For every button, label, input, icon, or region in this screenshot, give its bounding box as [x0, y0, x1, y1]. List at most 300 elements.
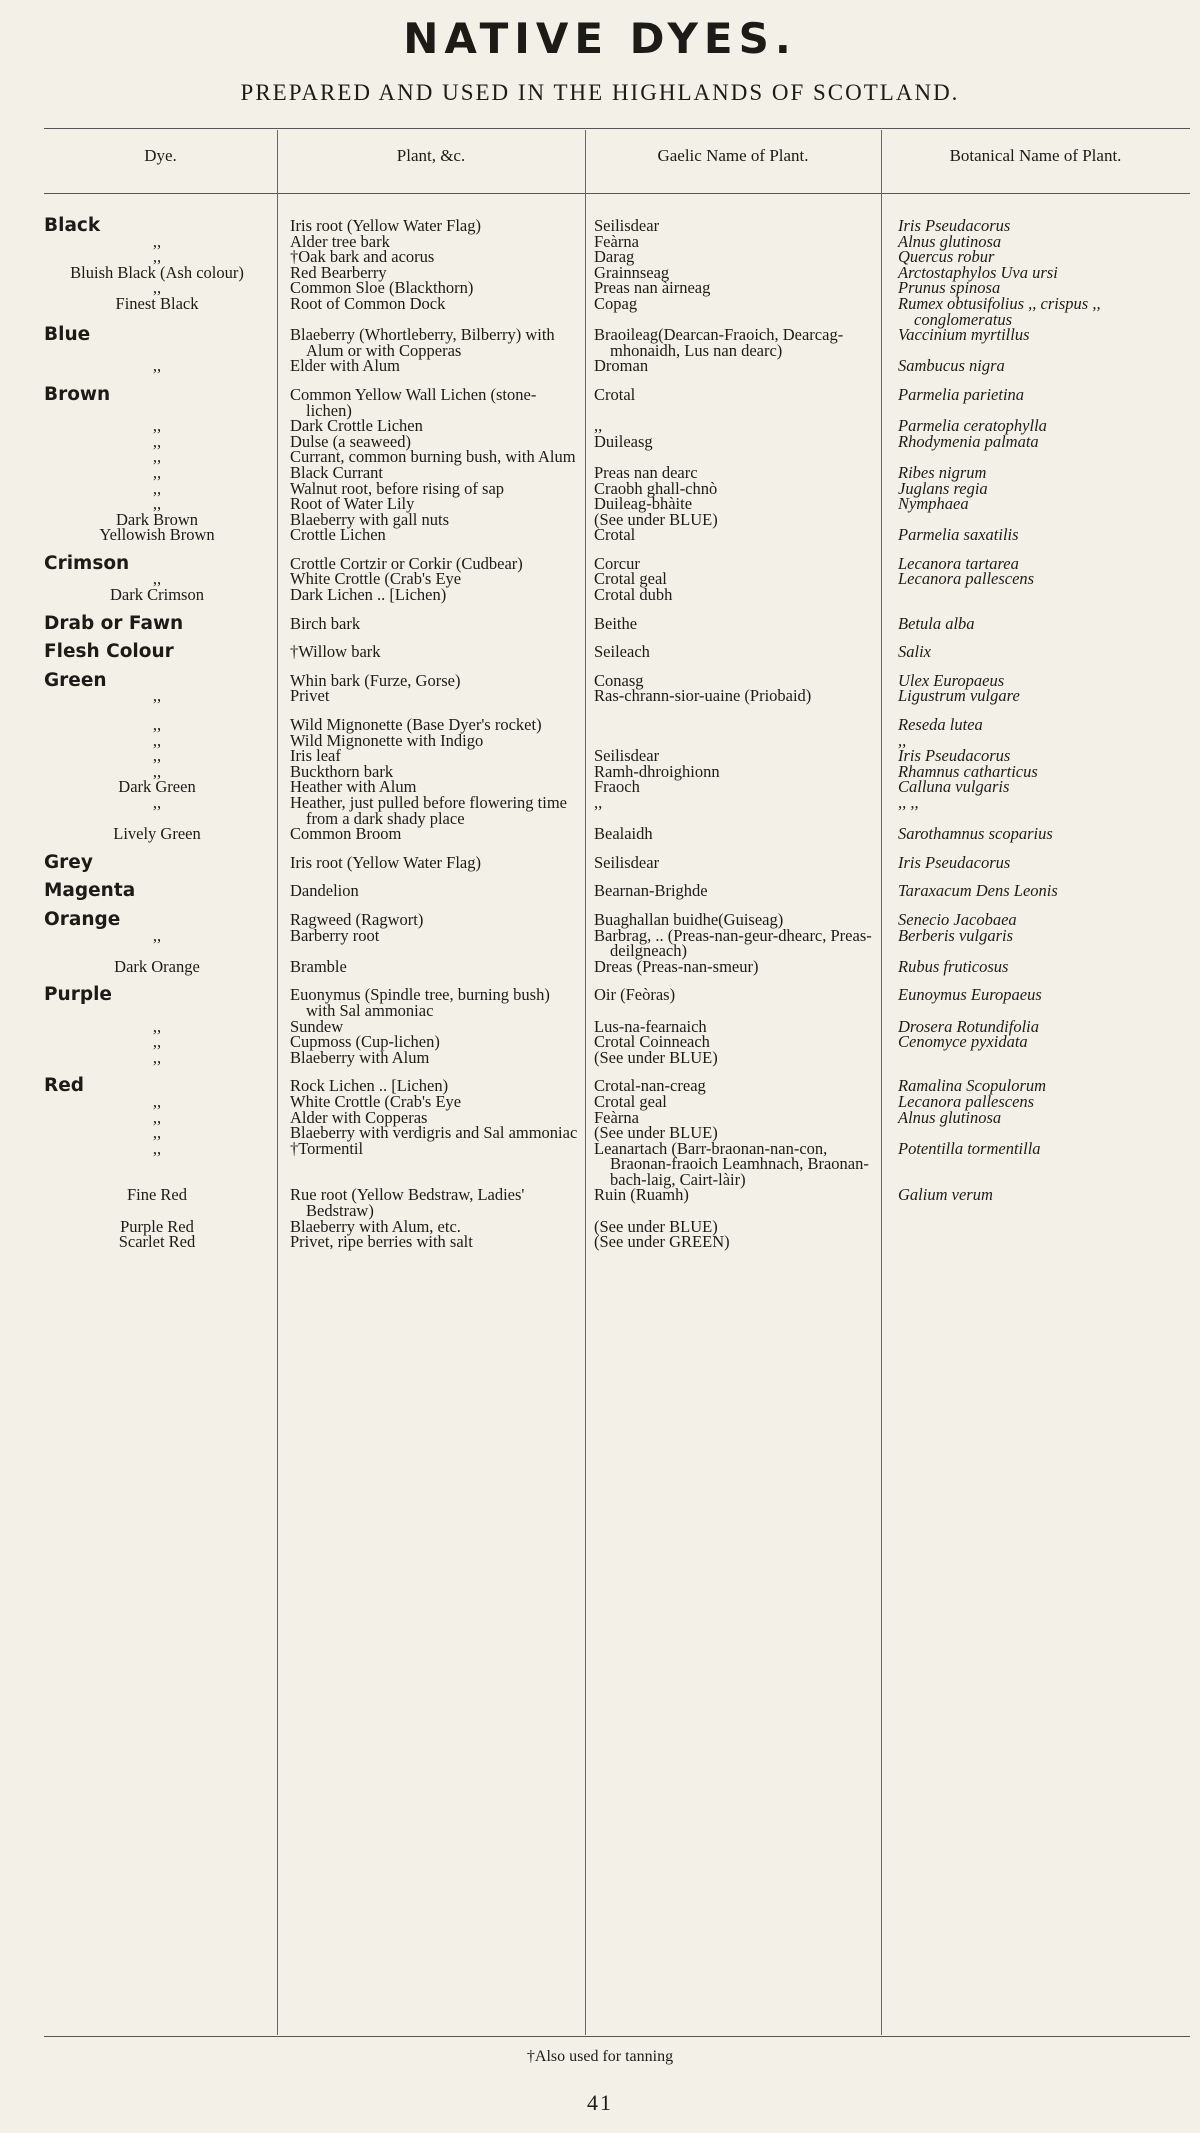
dye-cell-text: ,,: [152, 1016, 162, 1036]
table-row: [44, 205, 1190, 234]
dye-table: [44, 205, 1190, 1250]
table-row: [44, 795, 1190, 826]
botanical-name-cell-text: Iris Pseudacorus: [898, 216, 1011, 235]
dye-cell: [44, 603, 276, 632]
table-row: [44, 374, 1190, 418]
dye-cell-text: ,,: [152, 730, 162, 750]
botanical-name-cell: [880, 631, 1190, 660]
botanical-name-cell-text: Rumex obtusifolius ,, crispus ,, conglomeratus: [898, 293, 1101, 329]
gaelic-name-cell: [584, 587, 880, 603]
dye-cell-text: ,,: [152, 447, 162, 467]
gaelic-name-cell: [584, 974, 880, 1018]
plant-cell: [276, 205, 584, 234]
botanical-name-cell: [880, 842, 1190, 871]
gaelic-name-cell-text: Ras-chrann-sior-uaine (Priobaid): [594, 686, 812, 706]
plant-cell-text: Currant, common burning bush, with Alum: [290, 447, 576, 467]
table-row: [44, 587, 1190, 603]
gaelic-name-cell-text: Grainnseag: [594, 262, 670, 282]
plant-cell-text: Walnut root, before rising of sap: [290, 478, 505, 498]
rule-top: [44, 128, 1190, 129]
botanical-name-cell: [880, 1187, 1190, 1218]
botanical-name-cell: [880, 660, 1190, 689]
botanical-name-cell-text: Betula alba: [898, 613, 975, 633]
dye-cell-text: ,,: [152, 231, 162, 251]
botanical-name-cell-text: Reseda lutea: [898, 715, 983, 735]
dye-cell: [44, 1138, 276, 1188]
plant-cell-text: Iris root (Yellow Water Flag): [290, 216, 481, 235]
botanical-name-cell: [880, 1065, 1190, 1094]
plant-cell-text: Root of Common Dock: [290, 293, 446, 313]
table-row: [44, 1065, 1190, 1094]
table-row: [44, 358, 1190, 374]
gaelic-name-cell: [584, 631, 880, 660]
dye-cell: [44, 587, 276, 603]
dye-cell-text: ,,: [152, 462, 162, 482]
gaelic-name-cell: [584, 826, 880, 842]
plant-cell-text: Rue root (Yellow Bedstraw, Ladies' Bedstraw): [290, 1185, 525, 1221]
dye-cell-text: Dark Brown: [115, 509, 199, 529]
gaelic-name-cell-text: Seilisdear: [594, 216, 660, 235]
page-number: 41: [587, 2090, 613, 2115]
gaelic-name-cell: [584, 1187, 880, 1218]
gaelic-name-cell-text: (See under BLUE): [594, 509, 718, 529]
dye-cell-text: ,,: [152, 1047, 162, 1067]
plant-cell: [276, 527, 584, 543]
plant-cell-text: Alder with Copperas: [290, 1107, 428, 1127]
gaelic-name-cell: [584, 660, 880, 689]
dye-cell-text: ,,: [152, 278, 162, 298]
plant-cell: [276, 870, 584, 899]
dye-cell-text: ,,: [152, 1107, 162, 1127]
plant-cell: [276, 1065, 584, 1094]
dye-cell: [44, 293, 276, 327]
botanical-name-cell: [880, 956, 1190, 976]
table-row: [44, 631, 1190, 660]
botanical-name-cell-text: Vaccinium myrtillus: [898, 325, 1030, 345]
botanical-name-cell-text: ,, ,,: [898, 793, 919, 812]
botanical-name-cell: [880, 1138, 1190, 1188]
gaelic-name-cell-text: Duileag-bhàite: [594, 494, 693, 514]
botanical-name-cell: [880, 704, 1190, 733]
dye-cell-text: ,,: [152, 793, 162, 812]
dye-cell-text: Grey: [44, 851, 93, 873]
botanical-name-cell: [880, 327, 1190, 358]
dye-cell-text: Crimson: [44, 552, 130, 574]
botanical-name-cell-text: Arctostaphylos Uva ursi: [898, 262, 1058, 282]
plant-cell-text: Blaeberry with verdigris and Sal ammoniac: [290, 1123, 578, 1143]
dye-cell-text: ,,: [152, 569, 162, 589]
botanical-name-cell-text: Ligustrum vulgare: [898, 686, 1020, 706]
plant-cell: [276, 358, 584, 374]
table-row: [44, 1234, 1190, 1250]
dye-cell-text: Purple: [44, 984, 112, 1006]
botanical-name-cell-text: Lecanora tartarea: [898, 553, 1019, 573]
plant-cell: [276, 795, 584, 826]
dye-cell-text: ,,: [152, 1091, 162, 1111]
dye-cell: [44, 631, 276, 663]
plant-cell-text: Cupmoss (Cup-lichen): [290, 1032, 440, 1052]
plant-cell: [276, 899, 584, 928]
dye-cell: [44, 527, 276, 543]
plant-cell-text: Whin bark (Furze, Gorse): [290, 670, 461, 690]
dye-cell-text: Black: [44, 215, 101, 236]
botanical-name-cell-text: Sarothamnus scoparius: [898, 824, 1053, 844]
gaelic-name-cell: [584, 899, 880, 928]
gaelic-name-cell: [584, 527, 880, 543]
gaelic-name-cell-text: Feàrna: [594, 1107, 639, 1127]
gaelic-name-cell-text: Crotal: [594, 384, 636, 404]
plant-cell: [276, 1185, 584, 1221]
plant-cell-text: Blaeberry with gall nuts: [290, 509, 450, 529]
botanical-name-cell-text: Rhodymenia palmata: [898, 431, 1039, 451]
botanical-name-cell-text: Sambucus nigra: [898, 356, 1005, 376]
table-row: [44, 434, 1190, 450]
plant-cell-text: Iris root (Yellow Water Flag): [290, 852, 481, 872]
dye-cell-text: Finest Black: [115, 293, 199, 313]
dye-cell: [44, 795, 276, 826]
plant-cell: [276, 956, 584, 976]
dye-cell-text: Dark Crimson: [110, 585, 204, 605]
page-title: NATIVE DYES.: [403, 14, 797, 63]
botanical-name-cell-text: Alnus glutinosa: [898, 1107, 1002, 1127]
plant-cell-text: Red Bearberry: [290, 262, 387, 282]
plant-cell-text: Iris leaf: [290, 746, 341, 766]
plant-cell: [276, 842, 584, 871]
botanical-name-cell: [880, 205, 1190, 234]
botanical-name-cell: [880, 925, 1190, 959]
dye-cell-text: Green: [44, 669, 107, 691]
table-row: [44, 870, 1190, 899]
dye-cell: [44, 660, 276, 689]
plant-cell-text: †Willow bark: [290, 642, 381, 662]
gaelic-name-cell-text: Ramh-dhroighionn: [594, 761, 720, 781]
plant-cell: [276, 688, 584, 704]
plant-cell-text: Ragweed (Ragwort): [290, 909, 424, 929]
dye-cell-text: ,,: [152, 478, 162, 498]
plant-cell-text: Crottle Cortzir or Corkir (Cudbear): [290, 553, 523, 573]
gaelic-name-cell: [584, 1047, 880, 1067]
dye-cell-text: Red: [44, 1075, 85, 1097]
table-row: [44, 543, 1190, 572]
botanical-name-cell: [880, 431, 1190, 451]
dye-cell-text: ,,: [152, 1123, 162, 1143]
botanical-name-cell: [880, 1107, 1190, 1127]
dye-cell: [44, 870, 276, 902]
gaelic-name-cell: [584, 327, 880, 358]
gaelic-name-cell-text: Ruin (Ruamh): [594, 1185, 689, 1205]
plant-cell: [276, 603, 584, 632]
botanical-name-cell: [880, 826, 1190, 842]
table-row: [44, 974, 1190, 1018]
plant-cell-text: Crottle Lichen: [290, 525, 386, 545]
dye-cell: [44, 374, 276, 418]
dye-cell: [44, 543, 276, 572]
gaelic-name-cell-text: Barbrag, .. (Preas-nan-geur-dhearc, Preas-deilgneach): [594, 925, 872, 961]
gaelic-name-cell-text: Preas nan dearc: [594, 462, 698, 482]
gaelic-name-cell: [584, 795, 880, 826]
plant-cell: [276, 974, 584, 1018]
botanical-name-cell: [880, 603, 1190, 632]
dye-cell: [44, 956, 276, 976]
plant-cell: [276, 704, 584, 733]
dye-cell: [44, 1065, 276, 1097]
dye-cell-text: ,,: [152, 746, 162, 766]
gaelic-name-cell: [584, 431, 880, 451]
botanical-name-cell-text: Parmelia parietina: [898, 384, 1025, 404]
dye-cell-text: Flesh Colour: [44, 641, 174, 663]
plant-cell-text: Dandelion: [290, 881, 359, 901]
plant-cell-text: Barberry root: [290, 925, 380, 945]
page-subtitle: PREPARED AND USED IN THE HIGHLANDS OF SCOTLAND.: [240, 80, 960, 105]
dye-cell-text: Purple Red: [120, 1216, 194, 1236]
gaelic-name-cell-text: Crotal dubh: [594, 585, 673, 605]
table-row: [44, 327, 1190, 358]
gaelic-name-cell-text: Crotal geal: [594, 569, 667, 589]
gaelic-name-cell: [584, 603, 880, 632]
table-row: [44, 826, 1190, 842]
botanical-name-cell: [880, 358, 1190, 374]
table-row: [44, 959, 1190, 975]
botanical-name-cell: [880, 1234, 1190, 1250]
gaelic-name-cell-text: (See under BLUE): [594, 1216, 718, 1236]
gaelic-name-cell: [584, 870, 880, 899]
dye-cell: [44, 324, 276, 358]
gaelic-name-cell: [584, 688, 880, 704]
dye-cell-text: ,,: [152, 247, 162, 267]
dye-cell-text: ,,: [152, 715, 162, 735]
gaelic-name-cell: [584, 842, 880, 871]
botanical-name-cell-text: Iris Pseudacorus: [898, 746, 1011, 766]
table-row: [44, 603, 1190, 632]
gaelic-name-cell-text: (See under GREEN): [594, 1232, 730, 1252]
gaelic-name-cell-text: (See under BLUE): [594, 1123, 718, 1143]
gaelic-name-cell-text: Corcur: [594, 553, 640, 573]
plant-cell: [276, 631, 584, 660]
botanical-name-cell-text: Nymphaea: [898, 494, 969, 514]
gaelic-name-cell-text: Copag: [594, 293, 638, 313]
plant-cell-text: Blaeberry with Alum, etc.: [290, 1216, 461, 1236]
botanical-name-cell-text: Ribes nigrum: [898, 462, 987, 482]
dye-cell-text: Dark Orange: [114, 956, 200, 976]
plant-cell: [276, 543, 584, 572]
botanical-name-cell-text: Parmelia ceratophylla: [898, 416, 1047, 436]
gaelic-name-cell-text: Seilisdear: [594, 852, 660, 872]
botanical-name-cell: [880, 1219, 1190, 1235]
gaelic-name-cell: [584, 358, 880, 374]
table-row: [44, 842, 1190, 871]
gaelic-name-cell: [584, 925, 880, 961]
dye-cell: [44, 974, 276, 1018]
dye-cell: [44, 1234, 276, 1250]
plant-cell-text: Heather with Alum: [290, 777, 417, 797]
botanical-name-cell: [880, 496, 1190, 512]
botanical-name-cell-text: Galium verum: [898, 1185, 993, 1205]
dye-cell-text: Magenta: [44, 880, 136, 902]
gaelic-name-cell-text: Duileasg: [594, 431, 653, 451]
botanical-name-cell-text: Alnus glutinosa: [898, 231, 1002, 251]
plant-cell: [276, 1234, 584, 1250]
plant-cell-text: Dark Crottle Lichen: [290, 416, 423, 436]
botanical-name-cell-text: Juglans regia: [898, 478, 988, 498]
botanical-name-cell-text: Iris Pseudacorus: [898, 852, 1011, 872]
table-row: [44, 928, 1190, 959]
gaelic-name-cell-text: Fraoch: [594, 777, 640, 797]
botanical-name-cell: [880, 974, 1190, 1018]
gaelic-name-cell-text: ,,: [594, 793, 603, 812]
gaelic-name-cell-text: Craobh ghall-chnò: [594, 478, 718, 498]
dye-cell-text: Drab or Fawn: [44, 612, 184, 634]
plant-cell: [276, 660, 584, 689]
gaelic-name-cell-text: Dreas (Preas-nan-smeur): [594, 956, 759, 976]
botanical-name-cell-text: Prunus spinosa: [898, 278, 1001, 298]
gaelic-name-cell-text: Crotal: [594, 525, 636, 545]
dye-cell-text: Blue: [44, 324, 91, 346]
table-row: [44, 688, 1190, 704]
gaelic-name-cell: [584, 779, 880, 795]
botanical-name-cell-text: Berberis vulgaris: [898, 925, 1014, 945]
gaelic-name-cell: [584, 704, 880, 733]
dye-table-body: [44, 205, 1190, 1250]
table-row: [44, 660, 1190, 689]
botanical-name-cell: [880, 587, 1190, 603]
dye-cell-text: Orange: [44, 908, 121, 930]
dye-cell: [44, 704, 276, 733]
dye-cell-text: ,,: [152, 686, 162, 706]
gaelic-name-cell: [584, 956, 880, 976]
plant-cell-text: Buckthorn bark: [290, 761, 394, 781]
header-plant: Plant, &c.: [396, 146, 466, 165]
table-row: [44, 704, 1190, 733]
gaelic-name-cell: [584, 293, 880, 327]
gaelic-name-cell-text: Crotal Coinneach: [594, 1032, 710, 1052]
dye-cell: [44, 925, 276, 959]
plant-cell-text: Rock Lichen .. [Lichen): [290, 1076, 449, 1096]
dye-cell: [44, 1047, 276, 1067]
botanical-name-cell: [880, 1050, 1190, 1066]
botanical-name-cell-text: Lecanora pallescens: [898, 1091, 1035, 1111]
gaelic-name-cell: [584, 1138, 880, 1189]
plant-cell-text: †Tormentil: [290, 1138, 364, 1158]
plant-cell-text: Birch bark: [290, 613, 361, 633]
botanical-name-cell-text: Quercus robur: [898, 247, 995, 267]
botanical-name-cell-text: Rubus fruticosus: [898, 956, 1009, 976]
botanical-name-cell: [880, 527, 1190, 543]
plant-cell-text: Wild Mignonette (Base Dyer's rocket): [290, 715, 542, 735]
header-gaelic: Gaelic Name of Plant.: [657, 146, 809, 165]
botanical-name-cell: [880, 571, 1190, 587]
table-row: [44, 527, 1190, 543]
dye-cell-text: ,,: [152, 1138, 162, 1158]
botanical-name-cell: [880, 899, 1190, 928]
botanical-name-cell-text: Cenomyce pyxidata: [898, 1032, 1028, 1052]
dye-cell: [44, 842, 276, 871]
dye-cell: [44, 205, 276, 234]
gaelic-name-cell-text: (See under BLUE): [594, 1047, 718, 1067]
table-row: [44, 1187, 1190, 1218]
botanical-name-cell-text: Drosera Rotundifolia: [898, 1016, 1040, 1036]
botanical-name-cell: [880, 374, 1190, 418]
plant-cell-text: Common Sloe (Blackthorn): [290, 278, 474, 298]
gaelic-name-cell-text: Seilisdear: [594, 746, 660, 766]
table-row: [44, 779, 1190, 795]
table-row: [44, 1050, 1190, 1066]
gaelic-name-cell-text: Leanartach (Barr-braonan-nan-con, Braonan-fraoich Leamhnach, Braonan-bach-laig, Cairt-làir): [594, 1138, 869, 1189]
gaelic-name-cell-text: Bearnan-Brighde: [594, 881, 708, 901]
dye-cell: [44, 826, 276, 842]
plant-cell: [276, 1047, 584, 1067]
plant-cell: [276, 925, 584, 959]
gaelic-name-cell-text: Beithe: [594, 613, 638, 633]
botanical-name-cell: [880, 293, 1190, 329]
dye-cell-text: Fine Red: [126, 1185, 188, 1205]
gaelic-name-cell: [584, 1234, 880, 1250]
plant-cell-text: †Oak bark and acorus: [290, 247, 435, 267]
dye-cell-text: Bluish Black (Ash colour): [70, 262, 244, 282]
plant-cell: [276, 293, 584, 327]
plant-cell-text: Root of Water Lily: [290, 494, 415, 514]
gaelic-name-cell: [584, 1065, 880, 1094]
plant-cell-text: Common Yellow Wall Lichen (stone-lichen): [290, 384, 537, 420]
botanical-name-cell-text: Eunoymus Europaeus: [898, 985, 1042, 1005]
botanical-name-cell: [880, 779, 1190, 795]
dye-cell-text: ,,: [152, 925, 162, 945]
botanical-name-cell-text: Ulex Europaeus: [898, 670, 1005, 690]
gaelic-name-cell-text: Lus-na-fearnaich: [594, 1016, 707, 1036]
rule-bottom: [44, 2036, 1190, 2037]
plant-cell-text: Euonymus (Spindle tree, burning bush) with Sal ammoniac: [290, 985, 550, 1020]
botanical-name-cell-text: Rhamnus catharticus: [898, 761, 1038, 781]
dye-cell-text: ,,: [152, 431, 162, 451]
botanical-name-cell-text: Salix: [898, 642, 931, 662]
dye-cell-text: ,,: [152, 416, 162, 436]
gaelic-name-cell-text: Preas nan àirneag: [594, 278, 711, 298]
gaelic-name-cell: [584, 374, 880, 418]
botanical-name-cell-text: Lecanora pallescens: [898, 569, 1035, 589]
plant-cell-text: Common Broom: [290, 824, 402, 844]
rule-header: [44, 193, 1190, 194]
plant-cell-text: Blaeberry (Whortleberry, Bilberry) with Alum or with Copperas: [290, 325, 555, 360]
botanical-name-cell-text: Parmelia saxatilis: [898, 525, 1019, 545]
botanical-name-cell: [880, 870, 1190, 899]
dye-cell-text: Dark Green: [118, 777, 196, 797]
gaelic-name-cell-text: Crotal-nan-creag: [594, 1076, 706, 1096]
header-dye: Dye.: [144, 146, 177, 165]
botanical-name-cell-text: Calluna vulgaris: [898, 777, 1010, 797]
gaelic-name-cell-text: Seileach: [594, 642, 650, 662]
plant-cell: [276, 587, 584, 603]
dye-cell-text: ,,: [152, 761, 162, 781]
dye-cell-text: Brown: [44, 383, 111, 405]
plant-cell: [276, 327, 584, 358]
plant-cell-text: Dulse (a seaweed): [290, 431, 411, 451]
gaelic-name-cell-text: Crotal geal: [594, 1091, 667, 1111]
dye-cell-text: Lively Green: [113, 824, 201, 844]
gaelic-name-cell-text: Braoileag(Dearcan-Fraoich, Dearcag-mhonaidh, Lus nan dearc): [594, 325, 844, 360]
botanical-name-cell-text: Potentilla tormentilla: [898, 1138, 1041, 1158]
gaelic-name-cell: [584, 543, 880, 572]
plant-cell-text: White Crottle (Crab's Eye: [290, 569, 462, 589]
botanical-name-cell: [880, 1034, 1190, 1050]
dye-cell-text: ,,: [152, 356, 162, 376]
dye-cell-text: Scarlet Red: [118, 1232, 196, 1252]
plant-cell-text: Heather, just pulled before flowering time from a dark shady place: [290, 793, 567, 828]
plant-cell-text: Privet: [290, 686, 330, 706]
plant-cell-text: Elder with Alum: [290, 356, 400, 376]
gaelic-name-cell-text: Darag: [594, 247, 635, 267]
gaelic-name-cell-text: Feàrna: [594, 231, 639, 251]
plant-cell-text: Black Currant: [290, 462, 384, 482]
botanical-name-cell-text: Taraxacum Dens Leonis: [898, 881, 1058, 901]
